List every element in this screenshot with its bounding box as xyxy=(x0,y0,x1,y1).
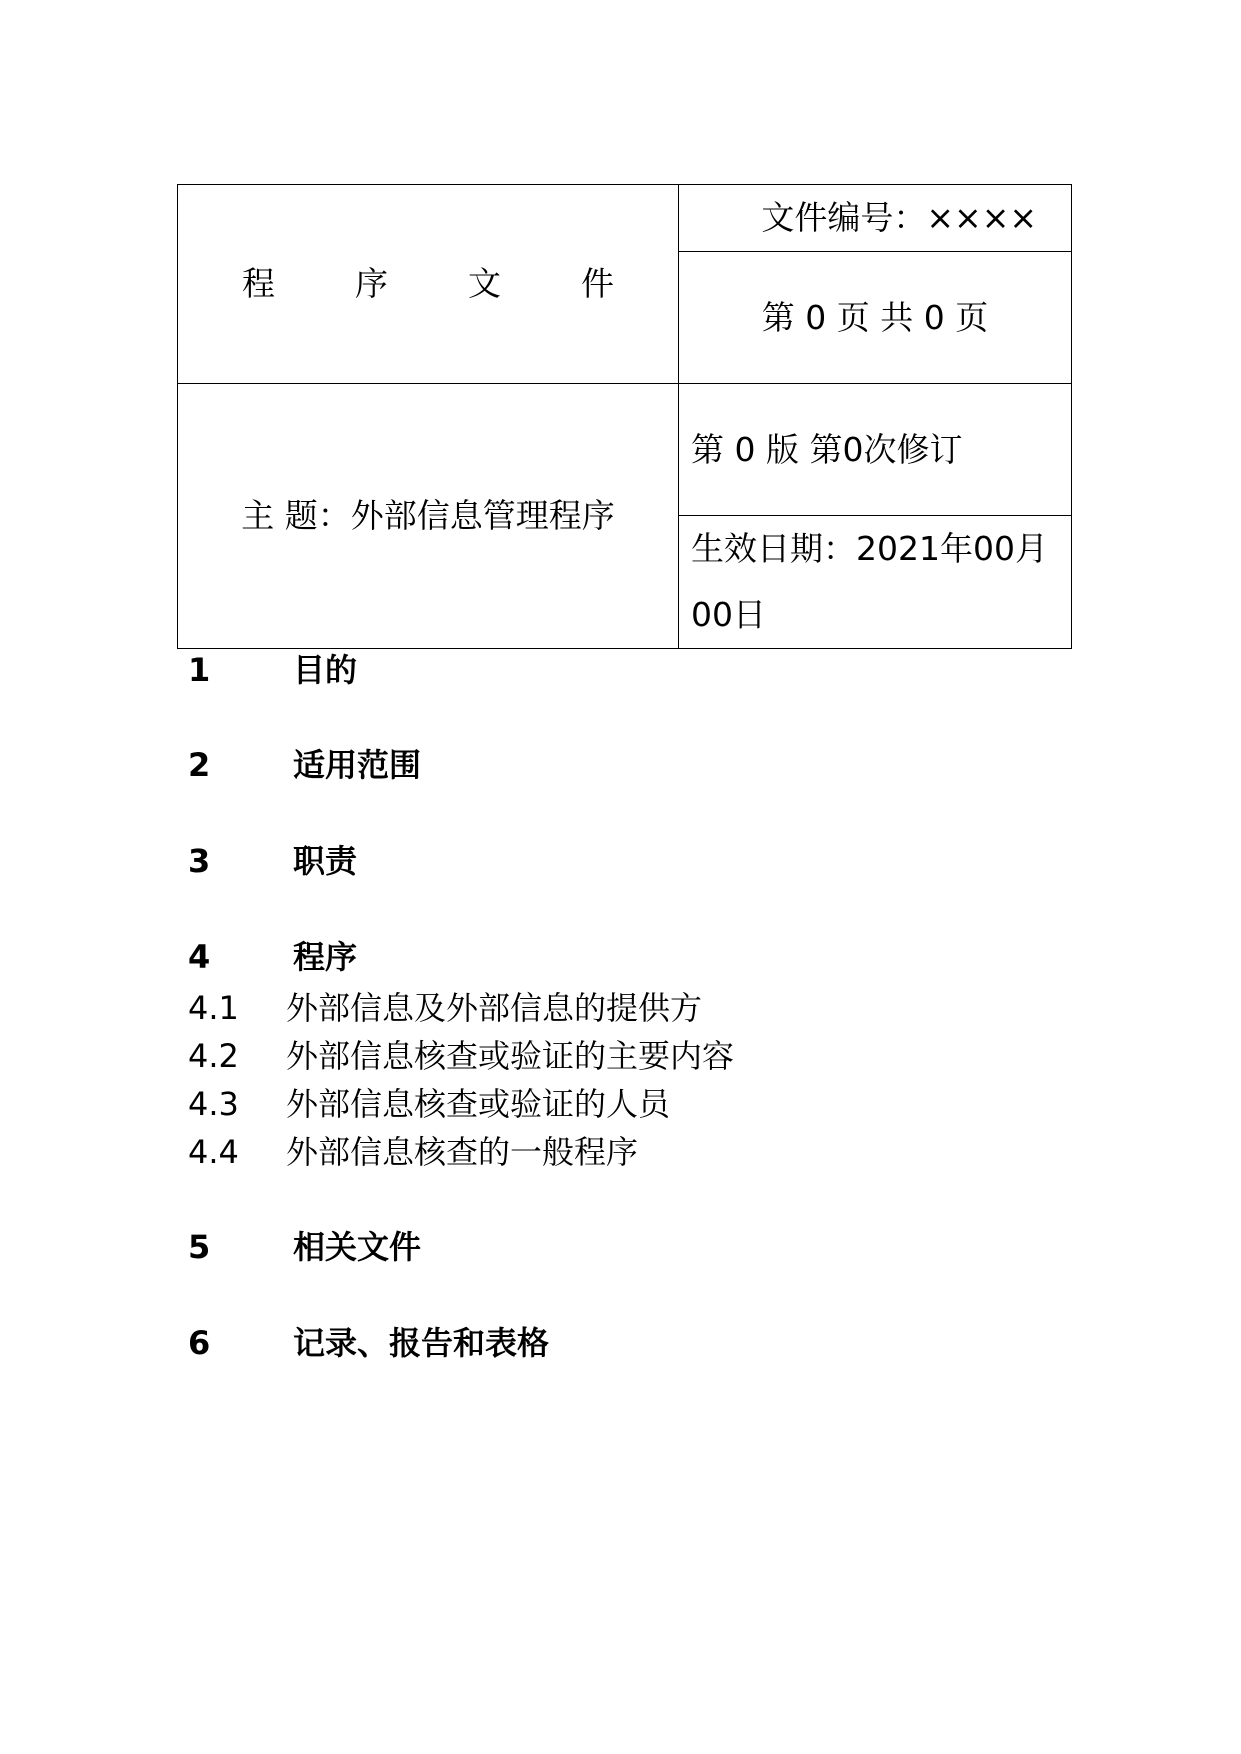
section-title: 目的 xyxy=(293,651,358,689)
section-heading xyxy=(188,740,421,786)
subsection-title: 外部信息及外部信息的提供方 xyxy=(286,989,703,1027)
section-number: 6 xyxy=(188,1324,211,1362)
doc-number: 文件编号：×××× xyxy=(761,198,1037,237)
version: 第 0 版 第0次修订 xyxy=(691,429,963,469)
section-heading xyxy=(188,1222,421,1268)
subsection-title: 外部信息核查的一般程序 xyxy=(286,1133,639,1171)
effective-date: 生效日期：2021年00月00日 xyxy=(691,529,1048,634)
subsection-item xyxy=(188,1127,638,1173)
subsection-number: 4.3 xyxy=(188,1085,239,1123)
subsection-item xyxy=(188,1031,734,1077)
section-number: 1 xyxy=(188,651,211,689)
subsection-number: 4.4 xyxy=(188,1133,239,1171)
subject: 主 题：外部信息管理程序 xyxy=(241,496,615,535)
title-char: 程 xyxy=(242,264,275,303)
section-title: 职责 xyxy=(293,842,358,880)
section-number: 4 xyxy=(188,938,211,976)
subsection-title: 外部信息核查或验证的主要内容 xyxy=(286,1037,735,1075)
page-count: 第 0 页 共 0 页 xyxy=(761,297,989,337)
section-number: 5 xyxy=(188,1228,211,1266)
section-number: 2 xyxy=(188,746,211,784)
section-heading xyxy=(188,932,357,978)
section-title: 相关文件 xyxy=(293,1228,422,1266)
section-heading xyxy=(188,836,357,882)
subsection-number: 4.1 xyxy=(188,989,239,1027)
title-char: 序 xyxy=(355,264,388,303)
section-title: 适用范围 xyxy=(293,746,422,784)
subsection-item xyxy=(188,1079,670,1125)
subsection-number: 4.2 xyxy=(188,1037,239,1075)
subsection-item xyxy=(188,983,702,1029)
subsection-title: 外部信息核查或验证的人员 xyxy=(286,1085,671,1123)
section-heading xyxy=(188,645,357,691)
section-title: 记录、报告和表格 xyxy=(293,1324,550,1362)
title-char: 文 xyxy=(468,264,501,303)
section-title: 程序 xyxy=(293,938,358,976)
title-char: 件 xyxy=(581,264,614,303)
section-heading xyxy=(188,1318,549,1364)
section-number: 3 xyxy=(188,842,211,880)
